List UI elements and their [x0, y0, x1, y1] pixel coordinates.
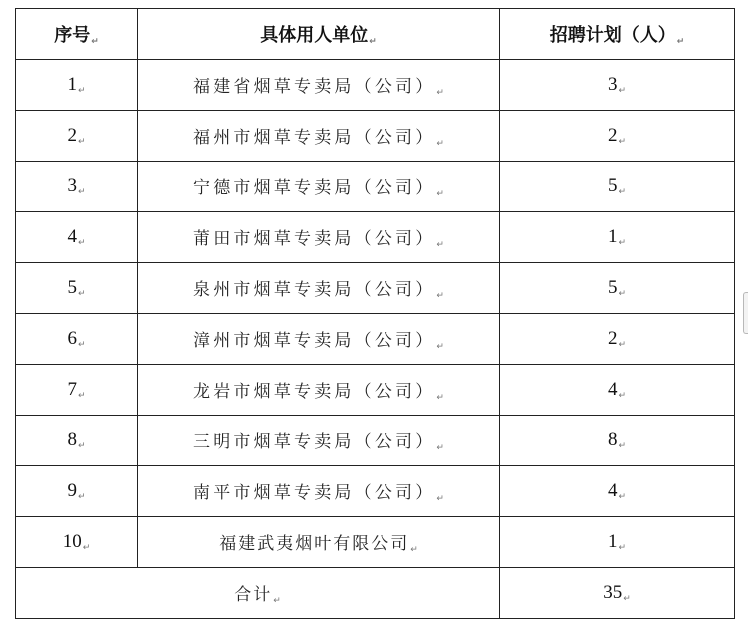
row-unit-value: 莆田市烟草专卖局（公司） [193, 229, 436, 250]
paragraph-mark-icon: ↵ [436, 443, 444, 454]
row-plan-value: 2 [607, 327, 618, 349]
header-unit-label: 具体用人单位 [260, 25, 369, 46]
paragraph-mark-icon: ↵ [676, 37, 685, 47]
row-plan-value: 3 [607, 73, 618, 95]
row-no [16, 161, 138, 212]
row-unit-value: 泉州市烟草专卖局（公司） [193, 280, 436, 301]
row-unit [138, 466, 500, 517]
row-no [16, 263, 138, 314]
row-unit-value: 福建省烟草专卖局（公司） [193, 76, 436, 97]
row-plan-value: 5 [607, 175, 618, 197]
table-row [16, 60, 735, 111]
row-no [16, 110, 138, 161]
row-no [16, 212, 138, 263]
header-plan [500, 9, 735, 60]
paragraph-mark-icon: ↵ [77, 390, 86, 401]
table-row [16, 517, 735, 568]
row-plan [500, 517, 735, 568]
table-row [16, 415, 735, 466]
row-no-value: 4 [67, 226, 77, 248]
row-no [16, 517, 138, 568]
row-unit [138, 263, 500, 314]
row-unit-value: 南平市烟草专卖局（公司） [193, 483, 436, 504]
header-plan-label: 招聘计划（人） [549, 25, 676, 46]
row-plan-value: 2 [607, 124, 618, 146]
row-no-value: 8 [67, 429, 77, 451]
total-value: 35 [603, 581, 623, 603]
row-no [16, 364, 138, 415]
paragraph-mark-icon: ↵ [623, 593, 631, 604]
table-row [16, 263, 735, 314]
header-no [16, 9, 138, 60]
row-no [16, 313, 138, 364]
table-row [16, 313, 735, 364]
table-row [16, 364, 735, 415]
row-unit [138, 517, 500, 568]
paragraph-mark-icon: ↵ [618, 238, 627, 249]
row-plan-value: 1 [607, 226, 618, 248]
table-header-row [16, 9, 735, 60]
paragraph-mark-icon: ↵ [410, 545, 418, 556]
row-no-value: 9 [67, 480, 77, 502]
row-no-value: 3 [67, 175, 77, 197]
row-no [16, 415, 138, 466]
paragraph-mark-icon: ↵ [618, 441, 627, 452]
row-unit [138, 212, 500, 263]
paragraph-mark-icon: ↵ [77, 85, 86, 96]
row-plan [500, 60, 735, 111]
page-edge-handle[interactable] [743, 292, 748, 334]
row-plan-value: 1 [607, 531, 618, 553]
row-unit [138, 161, 500, 212]
table-row [16, 466, 735, 517]
row-unit-value: 三明市烟草专卖局（公司） [193, 432, 436, 453]
row-no-value: 6 [67, 327, 77, 349]
row-unit [138, 364, 500, 415]
total-label-cell [16, 567, 500, 618]
paragraph-mark-icon: ↵ [618, 85, 627, 96]
row-unit-value: 漳州市烟草专卖局（公司） [193, 330, 436, 351]
paragraph-mark-icon: ↵ [77, 492, 86, 503]
paragraph-mark-icon: ↵ [436, 138, 444, 149]
header-unit [138, 9, 500, 60]
paragraph-mark-icon: ↵ [436, 240, 444, 251]
row-no-value: 2 [67, 124, 77, 146]
row-plan [500, 161, 735, 212]
paragraph-mark-icon: ↵ [77, 289, 86, 300]
table-row [16, 212, 735, 263]
paragraph-mark-icon: ↵ [77, 187, 86, 198]
row-unit-value: 福州市烟草专卖局（公司） [193, 127, 436, 148]
row-no-value: 7 [67, 378, 77, 400]
row-plan [500, 466, 735, 517]
total-value-cell [500, 567, 735, 618]
paragraph-mark-icon: ↵ [82, 543, 91, 554]
paragraph-mark-icon: ↵ [436, 87, 444, 98]
paragraph-mark-icon: ↵ [369, 37, 377, 47]
row-unit-value: 龙岩市烟草专卖局（公司） [193, 381, 436, 402]
paragraph-mark-icon: ↵ [436, 494, 444, 505]
paragraph-mark-icon: ↵ [618, 289, 627, 300]
row-unit-value: 宁德市烟草专卖局（公司） [193, 178, 436, 199]
row-plan-value: 4 [607, 378, 618, 400]
paragraph-mark-icon: ↵ [436, 189, 444, 200]
row-plan-value: 5 [607, 277, 618, 299]
table-total-row [16, 567, 735, 618]
header-no-label: 序号 [54, 25, 91, 46]
row-plan-value: 4 [607, 480, 618, 502]
row-no [16, 466, 138, 517]
row-no [16, 60, 138, 111]
row-no-value: 1 [67, 73, 77, 95]
paragraph-mark-icon: ↵ [77, 136, 86, 147]
paragraph-mark-icon: ↵ [618, 543, 627, 554]
paragraph-mark-icon: ↵ [77, 441, 86, 452]
row-unit-value: 福建武夷烟叶有限公司 [219, 534, 410, 555]
table-row [16, 110, 735, 161]
paragraph-mark-icon: ↵ [618, 390, 627, 401]
paragraph-mark-icon: ↵ [273, 595, 281, 606]
paragraph-mark-icon: ↵ [77, 238, 86, 249]
paragraph-mark-icon: ↵ [436, 291, 444, 302]
paragraph-mark-icon: ↵ [436, 341, 444, 352]
row-unit [138, 415, 500, 466]
paragraph-mark-icon: ↵ [618, 187, 627, 198]
row-plan [500, 212, 735, 263]
row-unit [138, 60, 500, 111]
row-plan [500, 110, 735, 161]
row-no-value: 5 [67, 277, 77, 299]
row-unit [138, 110, 500, 161]
table-row [16, 161, 735, 212]
paragraph-mark-icon: ↵ [436, 392, 444, 403]
paragraph-mark-icon: ↵ [77, 339, 86, 350]
paragraph-mark-icon: ↵ [618, 492, 627, 503]
total-label: 合计 [234, 584, 273, 605]
row-plan [500, 364, 735, 415]
paragraph-mark-icon: ↵ [618, 136, 627, 147]
recruitment-plan-table [15, 8, 735, 619]
row-plan-value: 8 [607, 429, 618, 451]
row-plan [500, 415, 735, 466]
row-no-value: 10 [62, 531, 82, 553]
paragraph-mark-icon: ↵ [91, 37, 99, 47]
row-plan [500, 313, 735, 364]
row-plan [500, 263, 735, 314]
paragraph-mark-icon: ↵ [618, 339, 627, 350]
row-unit [138, 313, 500, 364]
